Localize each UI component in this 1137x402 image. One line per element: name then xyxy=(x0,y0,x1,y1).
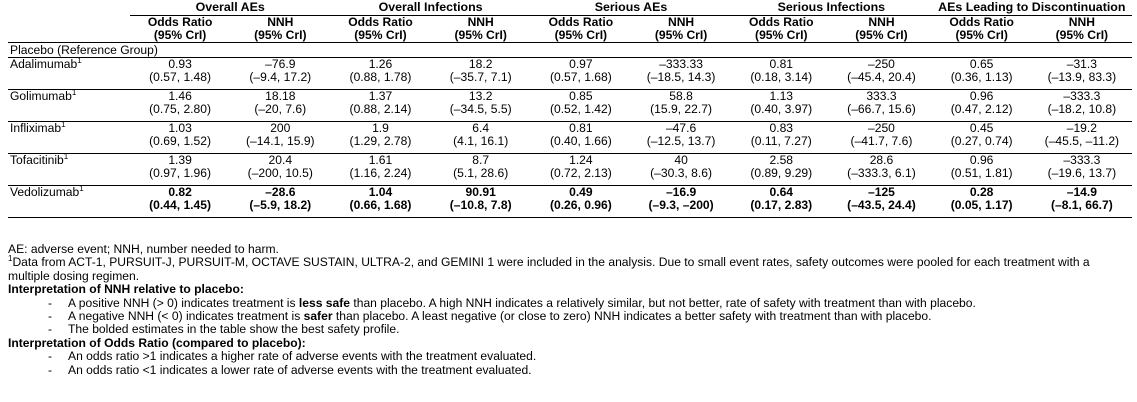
sub-header-line2: (95% CrI) xyxy=(454,28,507,42)
nnh-cell xyxy=(631,154,731,186)
drug-name-cell xyxy=(8,119,130,154)
credible-interval: (–45.4, 20.4) xyxy=(847,70,916,84)
odds-ratio-cell xyxy=(932,90,1032,122)
nnh-cell xyxy=(1032,186,1132,218)
estimate-value: –76.9 xyxy=(265,57,296,71)
nnh-cell xyxy=(431,122,531,154)
estimate-value: 1.13 xyxy=(769,89,794,103)
drug-name: Golimumab xyxy=(10,89,72,103)
credible-interval: (–9.3, –200) xyxy=(648,198,714,212)
estimate-value: –19.2 xyxy=(1066,121,1097,135)
odds-ratio-cell xyxy=(130,58,230,90)
credible-interval: (–18.5, 14.3) xyxy=(646,70,716,84)
estimate-value: 0.83 xyxy=(769,121,794,135)
odds-ratio-cell xyxy=(531,154,631,186)
credible-interval: (–333.3, 6.1) xyxy=(847,166,916,180)
table-notes xyxy=(8,243,1132,377)
odds-ratio-cell xyxy=(330,186,430,218)
estimate-value: 8.7 xyxy=(472,153,490,167)
or-b2-text: An odds ratio <1 indicates a lower rate of adverse events with the treatment evaluated. xyxy=(68,362,532,377)
credible-interval: (0.47, 2.12) xyxy=(950,102,1013,116)
credible-interval: (0.89, 9.29) xyxy=(750,166,813,180)
table-row xyxy=(8,122,1132,154)
credible-interval: (–19.6, 13.7) xyxy=(1047,166,1117,180)
credible-interval: (–43.5, 24.4) xyxy=(847,198,916,212)
odds-ratio-cell xyxy=(731,154,831,186)
estimate-value: –250 xyxy=(868,121,895,135)
estimate-value: 90.91 xyxy=(465,185,496,199)
credible-interval: (0.11, 7.27) xyxy=(750,134,812,148)
footnote-marker: 1 xyxy=(79,183,84,193)
reference-group-label: Placebo (Reference Group) xyxy=(8,43,1132,58)
sub-header-line2: (95% CrI) xyxy=(955,28,1008,42)
estimate-value: 0.97 xyxy=(569,57,593,71)
odds-ratio-cell xyxy=(330,90,430,122)
credible-interval: (0.40, 3.97) xyxy=(750,102,813,116)
nnh-bullet-1 xyxy=(8,297,1132,310)
sub-header-line2: (95% CrI) xyxy=(354,28,407,42)
estimate-value: 0.81 xyxy=(569,121,593,135)
credible-interval: (0.97, 1.96) xyxy=(149,166,212,180)
bullet-dash: - xyxy=(48,322,53,337)
nnh-cell xyxy=(1032,122,1132,154)
credible-interval: (4.1, 16.1) xyxy=(453,134,509,148)
credible-interval: (0.44, 1.45) xyxy=(149,198,212,212)
table-row xyxy=(8,90,1132,122)
credible-interval: (0.51, 1.81) xyxy=(950,166,1013,180)
estimate-value: 1.04 xyxy=(368,185,393,199)
credible-interval: (0.17, 2.83) xyxy=(750,198,813,212)
nnh-header xyxy=(230,16,330,43)
credible-interval: (0.66, 1.68) xyxy=(349,198,412,212)
credible-interval: (0.57, 1.68) xyxy=(549,70,612,84)
estimate-value: 1.61 xyxy=(368,153,393,167)
nnh-bullet-2 xyxy=(8,310,1132,323)
odds-ratio-cell xyxy=(731,58,831,90)
estimate-value: 0.82 xyxy=(168,185,192,199)
abbreviation-note: AE: adverse event; NNH, number needed to harm. xyxy=(8,242,279,256)
sub-header-line2: (95% CrI) xyxy=(254,28,307,42)
or-bullet-1 xyxy=(8,350,1132,363)
estimate-value: 0.45 xyxy=(969,121,994,135)
bullet-dash: - xyxy=(48,349,53,364)
group-header-serious-aes: Serious AEs xyxy=(531,0,731,16)
estimate-value: –250 xyxy=(868,57,895,71)
credible-interval: (0.88, 1.78) xyxy=(349,70,412,84)
estimate-value: –14.9 xyxy=(1066,185,1097,199)
group-header-overall-infections: Overall Infections xyxy=(330,0,530,16)
sub-header-line2: (95% CrI) xyxy=(855,28,908,42)
estimate-value: 0.93 xyxy=(168,57,192,71)
estimate-value: 40 xyxy=(674,153,688,167)
credible-interval: (–13.9, 83.3) xyxy=(1047,70,1117,84)
estimate-value: 13.2 xyxy=(468,89,493,103)
drug-name-cell xyxy=(8,183,130,218)
table-row xyxy=(8,154,1132,186)
odds-ratio-cell xyxy=(731,122,831,154)
nnh-b2-pre: A negative NNH (< 0) indicates treatment is xyxy=(68,309,304,324)
nnh-cell xyxy=(230,90,330,122)
odds-ratio-cell xyxy=(531,90,631,122)
table-row xyxy=(8,58,1132,90)
table-row xyxy=(8,186,1132,218)
estimate-value: 1.37 xyxy=(368,89,393,103)
credible-interval: (–8.1, 66.7) xyxy=(1050,198,1113,212)
estimate-value: 0.81 xyxy=(769,57,794,71)
nnh-cell xyxy=(431,154,531,186)
nnh-cell xyxy=(230,186,330,218)
estimate-value: –333.3 xyxy=(1063,89,1101,103)
footnote-marker: 1 xyxy=(61,119,66,129)
nnh-b3-text: The bolded estimates in the table show the best safety profile. xyxy=(68,322,400,337)
drug-name-cell xyxy=(8,55,130,90)
credible-interval: (–45.5, –11.2) xyxy=(1044,134,1120,148)
credible-interval: (0.52, 1.42) xyxy=(549,102,612,116)
estimate-value: –31.3 xyxy=(1066,57,1097,71)
drug-name-cell xyxy=(8,87,130,122)
or-b1-text: An odds ratio >1 indicates a higher rate of adverse events with the treatment evaluated. xyxy=(68,349,537,364)
odds-ratio-cell xyxy=(531,58,631,90)
nnh-b2-post: than placebo. A least negative (or close to zero) NNH indicates a better safety with treatment than with placebo. xyxy=(332,309,932,324)
nnh-cell xyxy=(631,122,731,154)
odds-ratio-cell xyxy=(330,122,430,154)
nnh-header xyxy=(431,16,531,43)
nnh-cell xyxy=(431,90,531,122)
sub-header-line1: Odds Ratio xyxy=(548,15,614,29)
credible-interval: (–14.1, 15.9) xyxy=(246,134,315,148)
credible-interval: (–10.8, 7.8) xyxy=(449,198,512,212)
estimate-value: –333.33 xyxy=(659,57,703,71)
safety-outcomes-table xyxy=(8,0,1132,218)
credible-interval: (0.18, 3.14) xyxy=(750,70,813,84)
credible-interval: (0.88, 2.14) xyxy=(349,102,412,116)
odds-ratio-cell xyxy=(932,154,1032,186)
nnh-cell xyxy=(230,58,330,90)
estimate-value: –125 xyxy=(868,185,895,199)
credible-interval: (–35.7, 7.1) xyxy=(449,70,512,84)
credible-interval: (–34.5, 5.5) xyxy=(449,102,512,116)
odds-ratio-header xyxy=(531,16,631,43)
odds-ratio-cell xyxy=(130,154,230,186)
credible-interval: (–41.7, 7.6) xyxy=(850,134,913,148)
estimate-value: 20.4 xyxy=(268,153,293,167)
sub-header-line1: Odds Ratio xyxy=(147,15,213,29)
sub-header-row xyxy=(8,16,1132,43)
estimate-value: 1.46 xyxy=(168,89,192,103)
credible-interval: (–200, 10.5) xyxy=(247,166,313,180)
credible-interval: (0.26, 0.96) xyxy=(549,198,612,212)
estimate-value: 0.49 xyxy=(569,185,593,199)
credible-interval: (–9.4, 17.2) xyxy=(249,70,312,84)
estimate-value: 0.64 xyxy=(769,185,794,199)
or-heading: Interpretation of Odds Ratio (compared to placebo): xyxy=(8,335,306,350)
sub-header-line1: NNH xyxy=(267,15,294,29)
estimate-value: –333.3 xyxy=(1063,153,1101,167)
credible-interval: (0.75, 2.80) xyxy=(149,102,212,116)
estimate-value: 333.3 xyxy=(866,89,897,103)
nnh-b1-bold: less safe xyxy=(298,295,350,310)
estimate-value: 18.2 xyxy=(468,57,493,71)
odds-ratio-header xyxy=(731,16,831,43)
credible-interval: (0.27, 0.74) xyxy=(950,134,1013,148)
estimate-value: 0.28 xyxy=(969,185,994,199)
nnh-cell xyxy=(431,58,531,90)
estimate-value: 0.65 xyxy=(969,57,994,71)
odds-ratio-cell xyxy=(932,186,1032,218)
credible-interval: (15.9, 22.7) xyxy=(650,102,712,116)
odds-ratio-header xyxy=(330,16,430,43)
group-header-aes-discontinuation: AEs Leading to Discontinuation xyxy=(932,0,1132,16)
sub-header-line1: NNH xyxy=(1068,15,1095,29)
credible-interval: (–5.9, 18.2) xyxy=(249,198,312,212)
nnh-header xyxy=(831,16,931,43)
drug-name: Adalimumab xyxy=(10,57,78,71)
nnh-bullet-3 xyxy=(8,323,1132,336)
credible-interval: (–30.3, 8.6) xyxy=(650,166,712,180)
sub-header-line1: NNH xyxy=(667,15,695,29)
sub-header-line1: NNH xyxy=(868,15,895,29)
nnh-cell xyxy=(631,90,731,122)
credible-interval: (0.36, 1.13) xyxy=(950,70,1013,84)
odds-ratio-cell xyxy=(531,122,631,154)
credible-interval: (–66.7, 15.6) xyxy=(847,102,916,116)
estimate-value: 1.9 xyxy=(372,121,389,135)
odds-ratio-cell xyxy=(531,186,631,218)
odds-ratio-cell xyxy=(330,58,430,90)
odds-ratio-cell xyxy=(932,122,1032,154)
credible-interval: (5.1, 28.6) xyxy=(453,166,509,180)
nnh-b1-post: than placebo. A high NNH indicates a relatively similar, but not better, rate of safety with treatment than with placebo. xyxy=(350,295,976,310)
nnh-heading: Interpretation of NNH relative to placebo: xyxy=(8,282,244,297)
nnh-b1-pre: A positive NNH (> 0) indicates treatment is xyxy=(68,295,299,310)
nnh-cell xyxy=(1032,154,1132,186)
odds-ratio-cell xyxy=(330,154,430,186)
footnote-text: Data from ACT-1, PURSUIT-J, PURSUIT-M, OCTAVE SUSTAIN, ULTRA-2, and GEMINI 1 were included in the analysis. Due to small event rates, safety outcomes were pooled for each treatment with a multiple dosing regimen. xyxy=(8,255,1090,283)
nnh-cell xyxy=(1032,58,1132,90)
credible-interval: (0.57, 1.48) xyxy=(149,70,212,84)
sub-header-line1: Odds Ratio xyxy=(348,15,413,29)
reference-row xyxy=(8,43,1132,58)
credible-interval: (–12.5, 13.7) xyxy=(646,134,716,148)
odds-ratio-cell xyxy=(130,90,230,122)
odds-ratio-header xyxy=(932,16,1032,43)
odds-ratio-cell xyxy=(731,186,831,218)
nnh-cell xyxy=(831,122,931,154)
nnh-cell xyxy=(230,122,330,154)
nnh-cell xyxy=(831,90,931,122)
estimate-value: 0.96 xyxy=(969,89,994,103)
estimate-value: 6.4 xyxy=(472,121,490,135)
odds-ratio-cell xyxy=(130,186,230,218)
nnh-cell xyxy=(230,154,330,186)
estimate-value: –28.6 xyxy=(265,185,296,199)
sub-header-line1: Odds Ratio xyxy=(749,15,814,29)
sub-header-line2: (95% CrI) xyxy=(153,28,207,42)
nnh-cell xyxy=(431,186,531,218)
estimate-value: 0.85 xyxy=(569,89,593,103)
group-header-row xyxy=(8,0,1132,16)
estimate-value: –47.6 xyxy=(665,121,697,135)
footnote-marker: 1 xyxy=(63,151,69,161)
estimate-value: 0.96 xyxy=(969,153,994,167)
corner-cell xyxy=(8,0,130,16)
odds-ratio-cell xyxy=(130,122,230,154)
or-bullet-2 xyxy=(8,364,1132,377)
drug-name-cell xyxy=(8,151,130,186)
sub-header-line1: NNH xyxy=(467,15,494,29)
odds-ratio-cell xyxy=(932,58,1032,90)
nnh-cell xyxy=(831,58,931,90)
footnote-marker: 1 xyxy=(8,254,13,264)
nnh-cell xyxy=(831,186,931,218)
drug-name: Vedolizumab xyxy=(10,185,80,199)
sub-header-line2: (95% CrI) xyxy=(755,28,808,42)
nnh-cell xyxy=(831,154,931,186)
bullet-dash: - xyxy=(48,362,53,377)
sub-header-line2: (95% CrI) xyxy=(654,28,708,42)
nnh-cell xyxy=(631,58,731,90)
sub-header-line1: Odds Ratio xyxy=(949,15,1014,29)
odds-ratio-cell xyxy=(731,90,831,122)
estimate-value: 200 xyxy=(270,121,291,135)
drug-name: Infliximab xyxy=(10,121,62,135)
credible-interval: (–20, 7.6) xyxy=(254,102,307,116)
group-header-serious-infections: Serious Infections xyxy=(731,0,931,16)
nnh-b2-bold: safer xyxy=(303,309,333,324)
estimate-value: 2.58 xyxy=(769,153,794,167)
estimate-value: 1.26 xyxy=(368,57,393,71)
credible-interval: (1.16, 2.24) xyxy=(349,166,412,180)
estimate-value: 1.39 xyxy=(168,153,192,167)
estimate-value: 1.24 xyxy=(569,153,593,167)
credible-interval: (0.69, 1.52) xyxy=(149,134,212,148)
bullet-dash: - xyxy=(48,309,53,324)
footnote-marker: 1 xyxy=(71,87,77,97)
drug-name: Tofacitinib xyxy=(10,153,64,167)
group-header-overall-aes: Overall AEs xyxy=(130,0,330,16)
estimate-value: 1.03 xyxy=(168,121,192,135)
bullet-dash: - xyxy=(48,295,53,310)
nnh-cell xyxy=(1032,90,1132,122)
credible-interval: (1.29, 2.78) xyxy=(349,134,412,148)
nnh-header xyxy=(631,16,731,43)
footnote-1 xyxy=(8,256,1132,283)
estimate-value: –16.9 xyxy=(665,185,697,199)
estimate-value: 18.18 xyxy=(265,89,296,103)
credible-interval: (0.05, 1.17) xyxy=(950,198,1013,212)
odds-ratio-header xyxy=(130,16,230,43)
credible-interval: (0.40, 1.66) xyxy=(549,134,612,148)
corner-cell xyxy=(8,16,130,43)
credible-interval: (0.72, 2.13) xyxy=(549,166,612,180)
sub-header-line2: (95% CrI) xyxy=(1055,28,1109,42)
footnote-marker: 1 xyxy=(77,55,82,65)
sub-header-line2: (95% CrI) xyxy=(554,28,608,42)
nnh-cell xyxy=(631,186,731,218)
estimate-value: 28.6 xyxy=(869,153,894,167)
estimate-value: 58.8 xyxy=(669,89,693,103)
credible-interval: (–18.2, 10.8) xyxy=(1047,102,1117,116)
nnh-header xyxy=(1032,16,1132,43)
